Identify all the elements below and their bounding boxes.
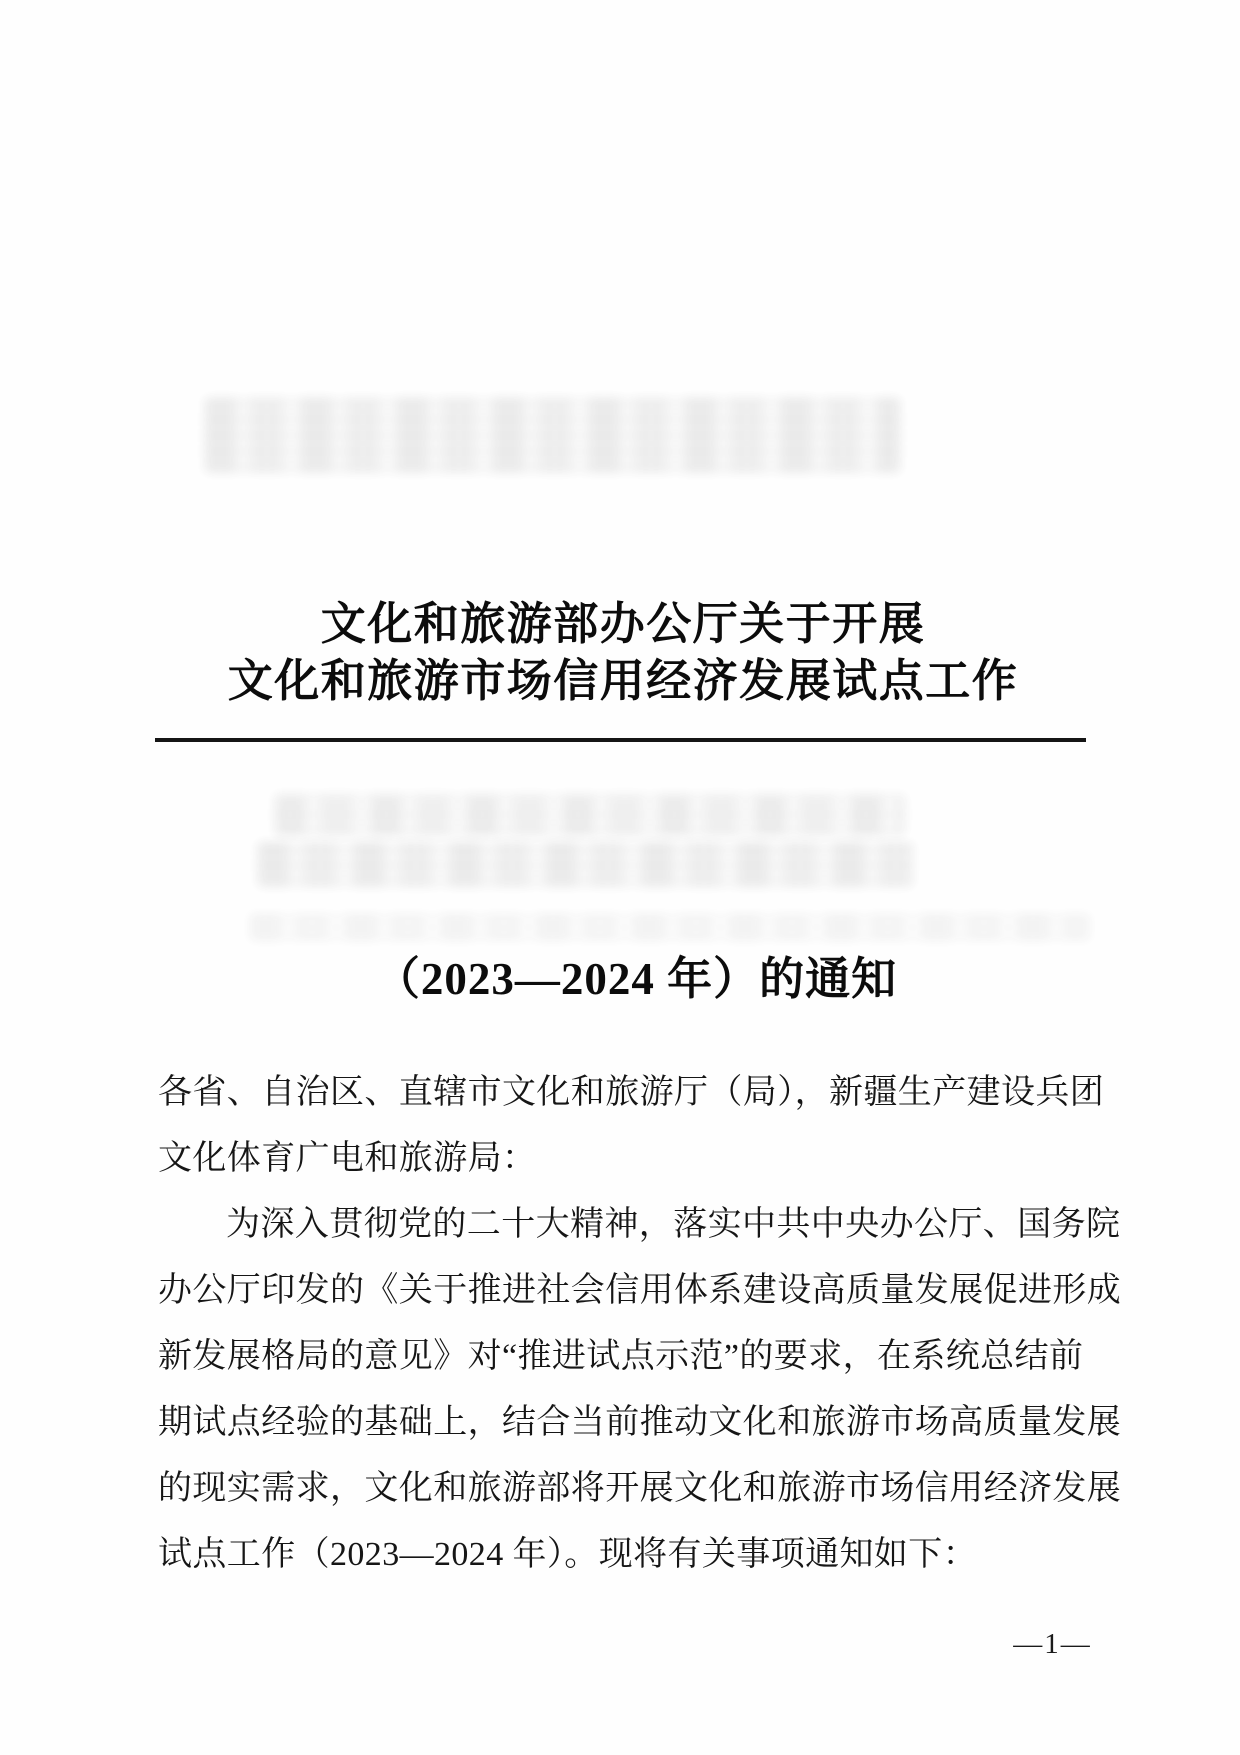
body-line: 期试点经验的基础上，结合当前推动文化和旅游市场高质量发展 bbox=[158, 1404, 1122, 1441]
document-title bbox=[3, 596, 1240, 710]
body-line: 试点工作（2023—2024 年）。现将有关事项通知如下： bbox=[158, 1536, 978, 1573]
salutation-line: 各省、自治区、直辖市文化和旅游厅（局），新疆生产建设兵团 bbox=[158, 1074, 1105, 1111]
page-number: —1— bbox=[1013, 1628, 1092, 1660]
bleed-through-ghost-text-band bbox=[205, 398, 900, 472]
bleed-through-ghost-text-band bbox=[275, 795, 905, 835]
document-title-line-1: 文化和旅游部办公厅关于开展 bbox=[320, 599, 926, 649]
document-subtitle: （2023—2024 年）的通知 bbox=[374, 954, 898, 1004]
salutation-line: 文化体育广电和旅游局： bbox=[158, 1140, 537, 1177]
body-line: 新发展格局的意见》对“推进试点示范”的要求，在系统总结前 bbox=[158, 1338, 1084, 1375]
document-title-line-2: 文化和旅游市场信用经济发展试点工作 bbox=[227, 656, 1019, 706]
title-separator-rule bbox=[155, 738, 1086, 742]
body-line: 的现实需求，文化和旅游部将开展文化和旅游市场信用经济发展 bbox=[158, 1470, 1122, 1507]
bleed-through-ghost-text-band bbox=[250, 914, 1090, 940]
document-body bbox=[158, 1060, 1122, 1588]
body-line: 办公厅印发的《关于推进社会信用体系建设高质量发展促进形成 bbox=[158, 1272, 1122, 1309]
bleed-through-ghost-text-band bbox=[258, 842, 913, 886]
body-line: 为深入贯彻党的二十大精神，落实中共中央办公厅、国务院 bbox=[226, 1206, 1121, 1243]
